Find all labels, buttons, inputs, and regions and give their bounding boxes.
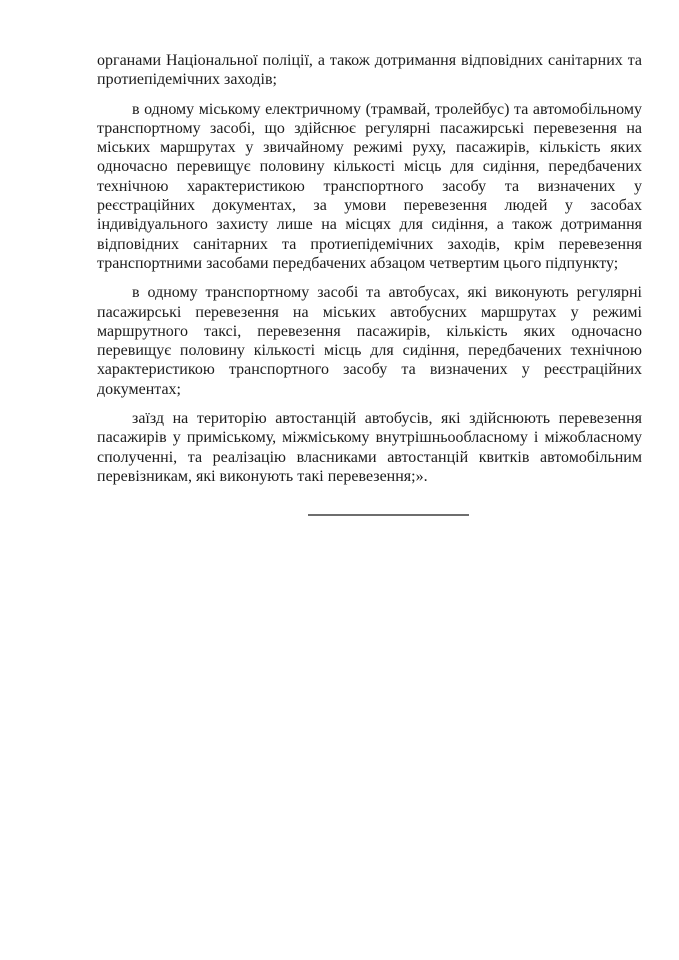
section-divider-line [308,514,469,516]
paragraph: заїзд на територію автостанцій автобусів, які здійснюють перевезення пасажирів у приміському, міжміському внутрішньообласному і міжобласному сполученні, та реалізацію власниками автостанцій квитків автомобільним перевізникам, які виконують такі перевезення;». [97,410,642,485]
paragraph-continuation: органами Національної поліції, а також дотримання відповідних санітарних та протиепідемічних заходів; [97,52,642,89]
document-text-block [97,51,642,496]
paragraph: в одному міському електричному (трамвай, тролейбус) та автомобільному транспортному засобі, що здійснює регулярні пасажирські перевезення на міських маршрутах у звичайному режимі руху, пасажирів, кількість яких одночасно перевищує половину кількості місць для сидіння, передбачених технічною характеристикою транспортного засобу та визначених у реєстраційних документах, за умови перевезення людей у засобах індивідуального захисту лише на місцях для сидіння, а також дотримання відповідних санітарних та протиепідемічних заходів, крім перевезення транспортними засобами передбачених абзацом четвертим цього підпункту; [97,100,642,272]
paragraph: в одному транспортному засобі та автобусах, які виконують регулярні пасажирські перевезення на міських автобусних маршрутах у режимі маршрутного таксі, перевезення пасажирів, кількість яких одночасно перевищує половину кількості місць для сидіння, передбачених технічною характеристикою транспортного засобу та визначених у реєстраційних документах; [97,284,642,398]
